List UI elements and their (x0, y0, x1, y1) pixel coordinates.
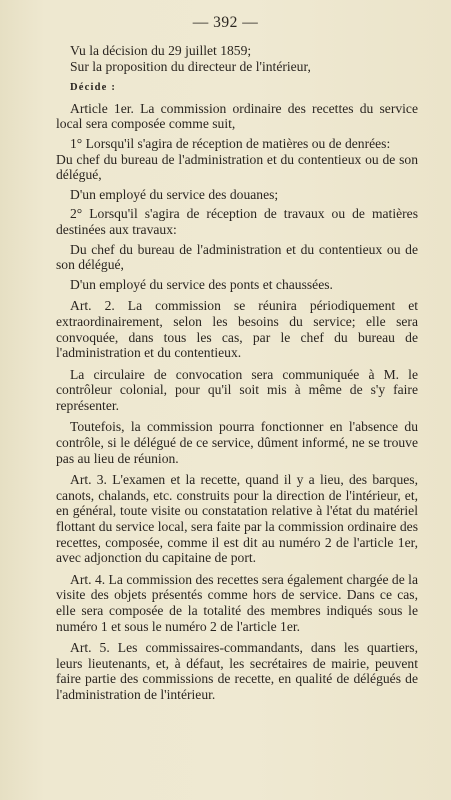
article-1-case-2: 2° Lorsqu'il s'agira de réception de travaux ou de matières destinées aux travaux: (56, 206, 418, 237)
article-1-case-1-b: D'un employé du service des douanes; (70, 186, 279, 202)
decide-heading (56, 78, 418, 96)
article-4: Art. 4. La commission des recettes sera également chargée de la visite des objets présentés comme hors de service. Dans ce cas, elle sera composée de la totalité des membres indiqués sous le numéro 1 et sous le numéro 2 de l'article 1er. (56, 571, 418, 634)
article-1-case-2-a: Du chef du bureau de l'administration et du contentieux ou de son délégué, (56, 241, 418, 273)
article-2-paragraph-3: Toutefois, la commission pourra fonctionner en l'absence du contrôle, si le délégué de ce service, dûment informé, ne se trouve pas au lieu de réunion. (56, 419, 418, 466)
article-1-case-1-a: Du chef du bureau de l'administration et du contentieux ou de son délégué, (56, 151, 418, 183)
article-2: Art. 2. La commission se réunira périodiquement et extraordinairement, selon les besoins du service; elle sera convoquée, dans tous les cas, par le chef du bureau de l'administration et du contentieux. (56, 298, 418, 361)
preamble-line-2: Sur la proposition du directeur de l'intérieur, (70, 58, 311, 74)
article-1-case-2-b: D'un employé du service des ponts et chaussées. (70, 276, 333, 292)
article-2-paragraph-2: La circulaire de convocation sera communiquée à M. le contrôleur colonial, pour qu'il soit mis à même de s'y faire représenter. (56, 366, 418, 413)
preamble-line-1: Vu la décision du 29 juillet 1859; (70, 43, 252, 58)
article-5: Art. 5. Les commissaires-commandants, dans les quartiers, leurs lieutenants, et, à défaut, les secrétaires de mairie, peuvent faire partie des commissions de recette, en qualité de délégués de l'administration de l'intérieur. (56, 640, 418, 702)
article-3: Art. 3. L'examen et la recette, quand il y a lieu, des barques, canots, chalands, etc. construits pour la direction de l'intérieur, et, en général, toute visite ou constatation relative à l'état du matériel flottant du service local, sera faite par la commission ordinaire des recettes, composée, comme il est dit au numéro 2 de l'article 1er, avec adjonction du capitaine de port. (56, 472, 418, 566)
page-number: — 392 — (192, 14, 259, 31)
page-body (56, 43, 418, 703)
decide-label: Décide : (70, 82, 117, 94)
article-1-case-1: 1° Lorsqu'il s'agira de réception de matières ou de denrées: (70, 135, 391, 151)
article-1-intro: Article 1er. La commission ordinaire des recettes du service local sera composée comme suit, (56, 100, 418, 132)
